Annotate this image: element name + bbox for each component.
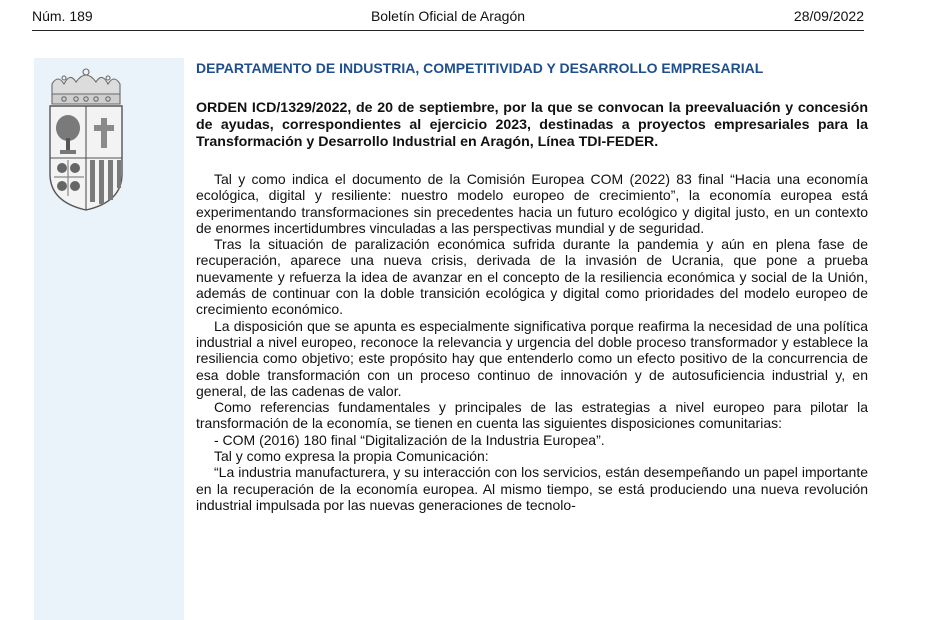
document-body	[196, 171, 868, 513]
paragraph: La disposición que se apunta es especialmente significativa porque reafirma la necesidad de una política industrial a nivel europeo, reconoce la relevancia y urgencia del doble proceso transformador y establece la resiliencia como objetivo; este propósito hay que entenderlo como un efecto positivo de la concurrencia de esa doble transformación con un proceso continuo de innovación y de autosuficiencia industrial y, en general, de las cadenas de valor.	[196, 317, 868, 399]
header-divider	[32, 30, 864, 31]
order-title: ORDEN ICD/1329/2022, de 20 de septiembre, por la que se convocan la preevaluación y concesión de ayudas, correspondientes al ejercicio 2023, destinadas a proyectos empresariales para la Transformación y Desarrollo Industrial en Aragón, Línea TDI-FEDER.	[196, 100, 868, 150]
paragraph: “La industria manufacturera, y su interacción con los servicios, están desempeñando un papel importante en la recuperación de la economía europea. Al mismo tiempo, se está produciendo una nueva revolución industrial impulsada por las nuevas generaciones de tecnolo-	[196, 464, 868, 513]
bulletin-number: Núm. 189	[32, 8, 93, 24]
paragraph: Tal y como expresa la propia Comunicación:	[214, 448, 489, 465]
coat-of-arms-icon	[42, 62, 130, 212]
page-header	[32, 8, 864, 32]
document-content	[196, 60, 868, 513]
bulletin-date: 28/09/2022	[793, 8, 864, 24]
sidebar-panel	[34, 58, 184, 620]
paragraph: Tal y como indica el documento de la Comisión Europea COM (2022) 83 final “Hacia una economía ecológica, digital y resiliente: nuestro modelo europeo de crecimiento”, la economía europea está experimentando transformaciones sin precedentes hacia un futuro ecológico y digital justo, en un contexto de enormes incertidumbres vinculadas a las perspectivas mundial y de seguridad.	[196, 171, 868, 236]
paragraph: Como referencias fundamentales y principales de las estrategias a nivel europeo para pilotar la transformación de la economía, se tienen en cuenta las siguientes disposiciones comunitarias:	[196, 399, 868, 432]
department-heading: DEPARTAMENTO DE INDUSTRIA, COMPETITIVIDAD Y DESARROLLO EMPRESARIAL	[196, 60, 764, 76]
paragraph: Tras la situación de paralización económica sufrida durante la pandemia y aún en plena fase de recuperación, aparece una nueva crisis, derivada de la invasión de Ucrania, que pone a prueba nuevamente y refuerza la idea de avanzar en el concepto de la resiliencia económica y social de la Unión, además de continuar con la doble transición ecológica y digital como prioridades del modelo europeo de crecimiento económico.	[196, 236, 868, 318]
bulletin-title: Boletín Oficial de Aragón	[370, 8, 526, 24]
paragraph: - COM (2016) 180 final “Digitalización de la Industria Europea”.	[214, 431, 605, 448]
